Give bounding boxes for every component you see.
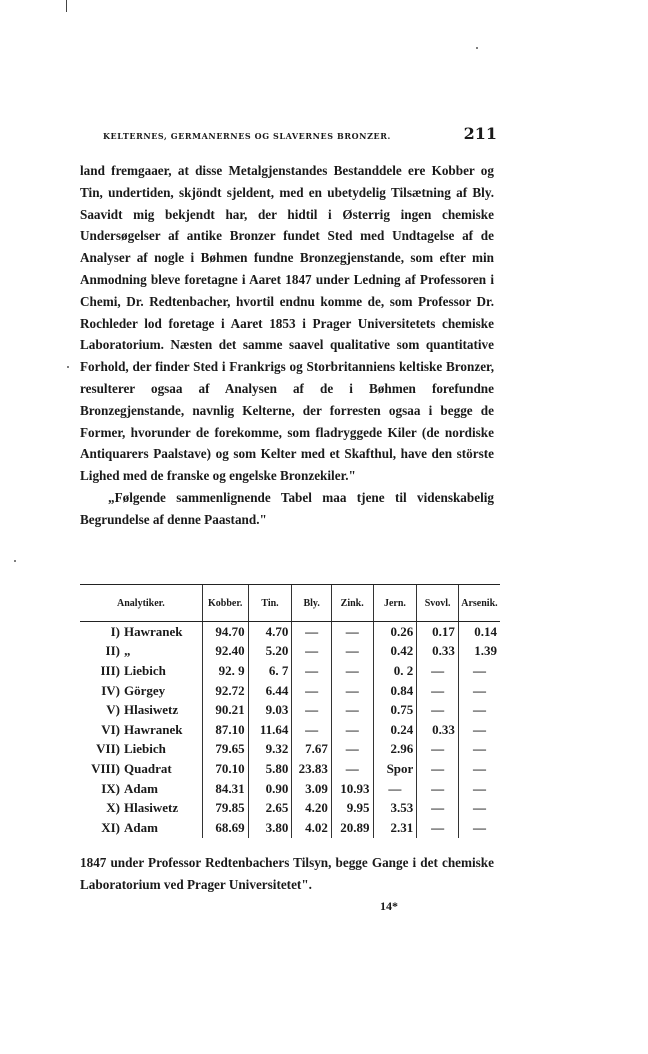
arsenik-value: —: [458, 681, 500, 701]
arsenik-value: —: [458, 779, 500, 799]
tin-value: 11.64: [248, 720, 292, 740]
analyst-name: Hlasiwetz: [124, 800, 179, 816]
column-header: Tin.: [248, 585, 292, 622]
analyst-name: Quadrat: [124, 760, 172, 776]
jern-value: —: [373, 779, 417, 799]
table-row: [80, 642, 500, 662]
svovl-value: —: [417, 740, 459, 760]
analysis-table: [80, 584, 500, 838]
running-title: KELTERNES, GERMANERNES OG SLAVERNES BRONZER.: [103, 131, 391, 141]
bly-value: —: [292, 700, 332, 720]
tin-value: 6. 7: [248, 661, 292, 681]
jern-value: 0.24: [373, 720, 417, 740]
body-text: [80, 160, 494, 531]
table-row: [80, 740, 500, 760]
row-number: II): [105, 643, 120, 659]
analyst-name: Hawranek: [124, 623, 183, 639]
kobber-value: 90.21: [202, 700, 248, 720]
svovl-value: —: [417, 700, 459, 720]
table-row: [80, 759, 500, 779]
row-number: XI): [101, 819, 120, 835]
row-number: X): [106, 800, 120, 816]
zink-value: 10.93: [331, 779, 373, 799]
arsenik-value: —: [458, 818, 500, 838]
row-number: V): [106, 702, 120, 718]
scan-speck: [67, 366, 69, 368]
jern-value: 0.75: [373, 700, 417, 720]
zink-value: —: [331, 661, 373, 681]
row-number: VII): [96, 741, 120, 757]
bly-value: —: [292, 661, 332, 681]
paragraph: land fremgaaer, at disse Metalgjenstandes Bestanddele ere Kobber og Tin, undertiden, skjöndt sjeldent, med en ubetydelig Tilsætning af Bly. Saavidt mig bekjendt har, der hidtil i Østerrig ingen chemiske Undersøgelser af antike Bronzer fundet Sted med Undtagelse af de Analyser af nogle i Bøhmen fundne Bronzegjenstande, som efter min Anmodning bleve foretagne i Aaret 1847 under Ledning af Professoren i Chemi, Dr. Redtenbacher, hvortil endnu komme de, som Professor Dr. Rochleder lod foretage i Aaret 1853 i Prager Universitetets chemiske Laboratorium. Næsten det samme saavel qualitative som quantitative Forhold, der finder Sted i Frankrigs og Storbritanniens keltiske Bronzer, resulterer ogsaa af Analysen af de i Bøhmen forefundne Bronzegjenstande, navnlig Kelterne, der forresten ogsaa i begge de Former, hvorunder de forekomme, som fladryggede Kiler (de nordiske Antiquarers Paalstave) og som Kelter med et Skafthul, have den störste Lighed med de franske og engelske Bronzekiler.": [80, 163, 494, 484]
analyst-cell: [80, 740, 202, 760]
table-body: [80, 622, 500, 838]
bly-value: 4.20: [292, 798, 332, 818]
arsenik-value: —: [458, 759, 500, 779]
table-row: [80, 661, 500, 681]
tin-value: 0.90: [248, 779, 292, 799]
row-number: IV): [101, 682, 120, 698]
kobber-value: 68.69: [202, 818, 248, 838]
arsenik-value: —: [458, 661, 500, 681]
jern-value: 0.42: [373, 642, 417, 662]
table-row: [80, 818, 500, 838]
analyst-name: Hawranek: [124, 721, 183, 737]
column-header: Zink.: [331, 585, 373, 622]
table-row: [80, 798, 500, 818]
tin-value: 9.03: [248, 700, 292, 720]
analyst-name: Hlasiwetz: [124, 702, 179, 718]
zink-value: 9.95: [331, 798, 373, 818]
analyst-cell: [80, 642, 202, 662]
scan-speck: [14, 560, 16, 562]
svovl-value: 0.33: [417, 720, 459, 740]
zink-value: —: [331, 642, 373, 662]
kobber-value: 92. 9: [202, 661, 248, 681]
arsenik-value: 0.14: [458, 622, 500, 642]
tin-value: 6.44: [248, 681, 292, 701]
analyst-name: Liebich: [124, 741, 166, 757]
table-row: [80, 681, 500, 701]
analyst-cell: [80, 681, 202, 701]
tin-value: 9.32: [248, 740, 292, 760]
tin-value: 4.70: [248, 622, 292, 642]
closing-text: 1847 under Professor Redtenbachers Tilsyn, begge Gange i det chemiske Laboratorium ved Prager Universitetet".: [80, 855, 494, 892]
row-number: VI): [101, 721, 120, 737]
zink-value: —: [331, 740, 373, 760]
table-row: [80, 720, 500, 740]
kobber-value: 79.85: [202, 798, 248, 818]
bly-value: —: [292, 720, 332, 740]
analyst-name: Adam: [124, 819, 158, 835]
svovl-value: —: [417, 681, 459, 701]
kobber-value: 79.65: [202, 740, 248, 760]
analyst-cell: [80, 759, 202, 779]
page-number: 211: [463, 124, 497, 143]
jern-value: 3.53: [373, 798, 417, 818]
bly-value: 7.67: [292, 740, 332, 760]
table-header-row: [80, 585, 500, 622]
svovl-value: 0.17: [417, 622, 459, 642]
analyst-name: „: [124, 643, 131, 659]
analyst-cell: [80, 661, 202, 681]
analyst-name: Görgey: [124, 682, 166, 698]
svovl-value: —: [417, 759, 459, 779]
analyst-cell: [80, 700, 202, 720]
column-header: Kobber.: [202, 585, 248, 622]
jern-value: Spor: [373, 759, 417, 779]
column-header: Arsenik.: [458, 585, 500, 622]
analyst-cell: [80, 720, 202, 740]
zink-value: 20.89: [331, 818, 373, 838]
analyst-cell: [80, 798, 202, 818]
jern-value: 2.31: [373, 818, 417, 838]
arsenik-value: —: [458, 740, 500, 760]
arsenik-value: —: [458, 720, 500, 740]
running-header: [103, 124, 497, 143]
jern-value: 2.96: [373, 740, 417, 760]
arsenik-value: —: [458, 798, 500, 818]
bly-value: —: [292, 622, 332, 642]
row-number: III): [100, 662, 120, 678]
svovl-value: —: [417, 779, 459, 799]
kobber-value: 70.10: [202, 759, 248, 779]
jern-value: 0. 2: [373, 661, 417, 681]
kobber-value: 92.40: [202, 642, 248, 662]
zink-value: —: [331, 622, 373, 642]
kobber-value: 94.70: [202, 622, 248, 642]
bly-value: 3.09: [292, 779, 332, 799]
row-number: VIII): [91, 760, 120, 776]
zink-value: —: [331, 681, 373, 701]
svovl-value: —: [417, 798, 459, 818]
bly-value: 23.83: [292, 759, 332, 779]
bly-value: —: [292, 681, 332, 701]
table-row: [80, 779, 500, 799]
row-number: I): [110, 623, 120, 639]
kobber-value: 84.31: [202, 779, 248, 799]
svovl-value: 0.33: [417, 642, 459, 662]
zink-value: —: [331, 759, 373, 779]
column-header: Svovl.: [417, 585, 459, 622]
column-header: Jern.: [373, 585, 417, 622]
svovl-value: —: [417, 818, 459, 838]
zink-value: —: [331, 720, 373, 740]
analyst-name: Adam: [124, 780, 158, 796]
arsenik-value: 1.39: [458, 642, 500, 662]
column-header: Analytiker.: [80, 585, 202, 622]
scan-speck: [476, 47, 478, 49]
jern-value: 0.84: [373, 681, 417, 701]
jern-value: 0.26: [373, 622, 417, 642]
paragraph: „Følgende sammenlignende Tabel maa tjene til videnskabelig Begrundelse af denne Paastand.": [80, 489, 494, 527]
analyst-cell: [80, 818, 202, 838]
bly-value: 4.02: [292, 818, 332, 838]
svovl-value: —: [417, 661, 459, 681]
analyst-name: Liebich: [124, 662, 166, 678]
table-row: [80, 700, 500, 720]
tin-value: 3.80: [248, 818, 292, 838]
tin-value: 2.65: [248, 798, 292, 818]
column-header: Bly.: [292, 585, 332, 622]
bly-value: —: [292, 642, 332, 662]
row-number: IX): [101, 780, 120, 796]
kobber-value: 92.72: [202, 681, 248, 701]
analyst-cell: [80, 779, 202, 799]
zink-value: —: [331, 700, 373, 720]
arsenik-value: —: [458, 700, 500, 720]
table-row: [80, 622, 500, 642]
scan-mark-top: [66, 0, 67, 12]
signature-mark: 14*: [380, 899, 398, 913]
analyst-cell: [80, 622, 202, 642]
kobber-value: 87.10: [202, 720, 248, 740]
tin-value: 5.80: [248, 759, 292, 779]
tin-value: 5.20: [248, 642, 292, 662]
